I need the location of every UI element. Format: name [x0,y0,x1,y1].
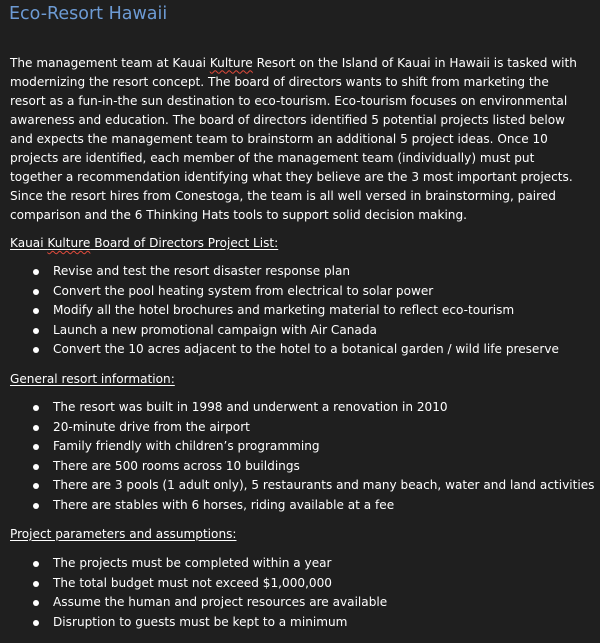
list-item: Launch a new promotional campaign with Air Canada [0,321,559,341]
list-item: Disruption to guests must be kept to a minimum [0,613,387,633]
spellcheck-word: Kulture [209,55,253,70]
bullet-icon [33,561,39,567]
intro-text-part2: Resort on the Island of Kauai in Hawaii is tasked with modernizing the resort concept. The board of directors wants to shift from marketing the resort as a fun-in-the sun destination to eco-tourism. Eco-tourism focuses on environmental awareness and education. The board of directors identified 5 potential projects listed below and expects the management team to brainstorm an additional 5 project ideas. Once 10 projects are identified, each member of the management team (individually) must put together a recommendation identifying what they believe are the 3 most important projects. Since the resort hires from Conestoga, the team is all well versed in brainstorming, paired comparison and the 6 Thinking Hats tools to support solid decision making. [10,55,577,223]
list-item: There are 3 pools (1 adult only), 5 restaurants and many beach, water and land activities [0,476,594,496]
list-item: The total budget must not exceed $1,000,000 [0,574,387,594]
list-item: 20-minute drive from the airport [0,418,594,438]
list-item: Revise and test the resort disaster response plan [0,262,559,282]
list-item: There are 500 rooms across 10 buildings [0,457,594,477]
bullet-icon [33,483,39,489]
bullet-icon [33,444,39,450]
bullet-icon [33,328,39,334]
list-item: There are stables with 6 horses, riding available at a fee [0,496,594,516]
bullet-icon [33,308,39,314]
intro-paragraph [10,54,586,226]
list-item: Assume the human and project resources are available [0,593,387,613]
list-item: The resort was built in 1998 and underwent a renovation in 2010 [0,398,594,418]
bullet-icon [33,600,39,606]
list-item: Modify all the hotel brochures and marketing material to reflect eco-tourism [0,301,559,321]
list-item: Family friendly with children’s programming [0,437,594,457]
parameters-list [0,554,387,632]
bullet-icon [33,464,39,470]
bullet-icon [33,269,39,275]
bullet-icon [33,405,39,411]
section-heading-project-list: Kauai Kulture Board of Directors Project List: [10,236,279,250]
bullet-icon [33,289,39,295]
list-item: Convert the pool heating system from electrical to solar power [0,282,559,302]
list-item: The projects must be completed within a year [0,554,387,574]
bullet-icon [33,425,39,431]
spellcheck-word: Kulture [47,236,91,250]
bullet-icon [33,347,39,353]
list-item: Convert the 10 acres adjacent to the hotel to a botanical garden / wild life preserve [0,340,559,360]
intro-text-part1: The management team at Kauai [10,55,210,70]
project-list [0,262,559,360]
section-heading-parameters: Project parameters and assumptions: [10,527,237,541]
bullet-icon [33,620,39,626]
bullet-icon [33,581,39,587]
document-title: Eco-Resort Hawaii [9,4,168,24]
bullet-icon [33,503,39,509]
section-heading-general-info: General resort information: [10,372,175,386]
general-info-list [0,398,594,515]
